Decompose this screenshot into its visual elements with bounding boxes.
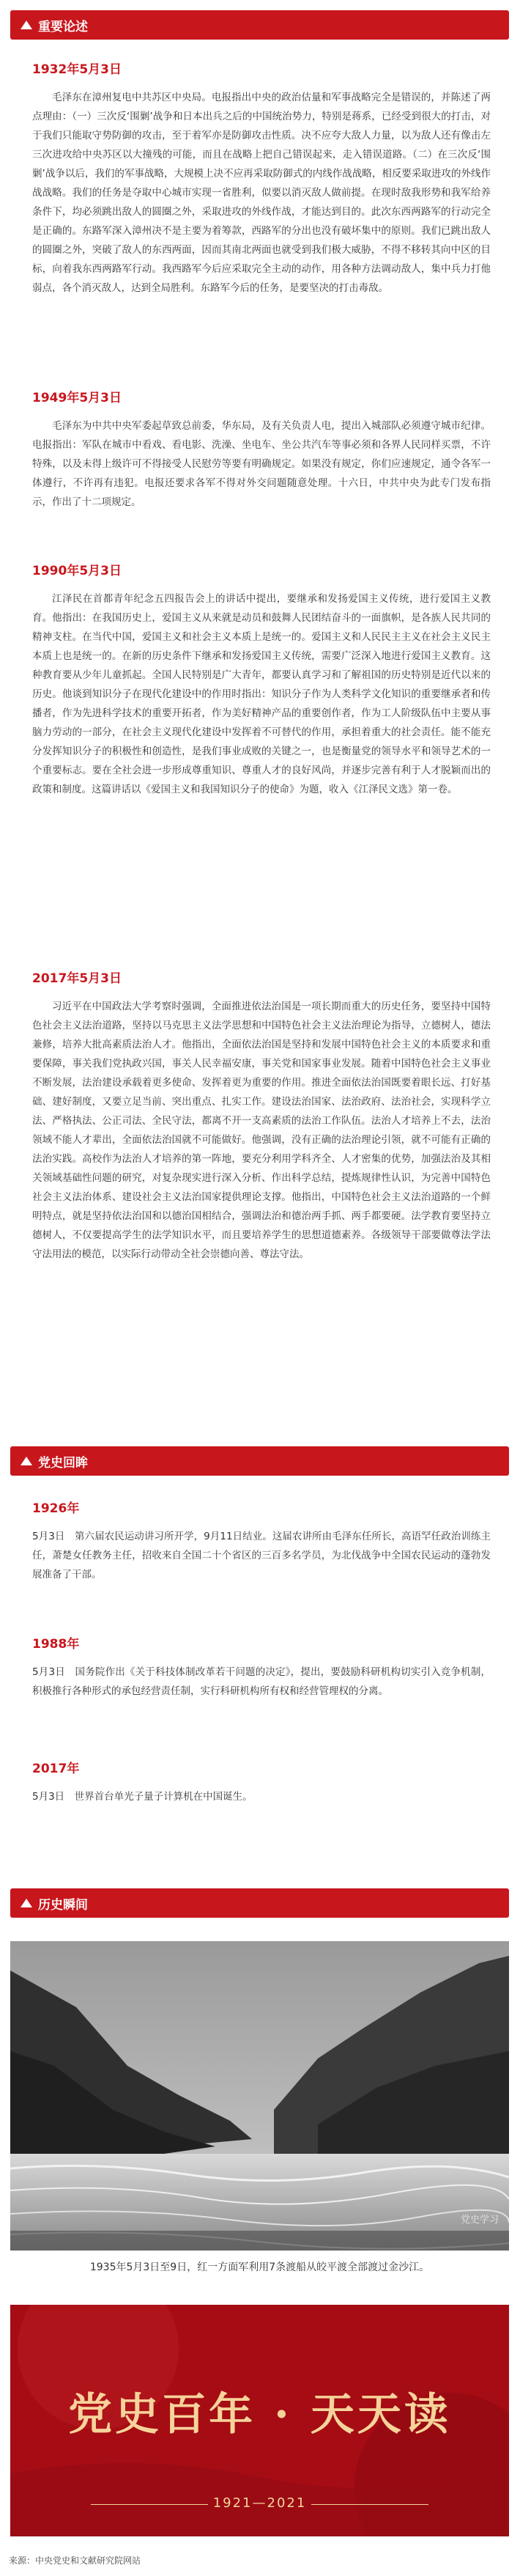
photo-caption: 1935年5月3日至9日，红一方面军利用7条渡船从皎平渡全部渡过金沙江。 xyxy=(89,2262,430,2273)
history-year: 1988年 xyxy=(32,1637,80,1652)
entry-text: 江泽民在首都青年纪念五四报告会上的讲话中提出，要继承和发扬爱国主义传统，进行爱国主义教育。他指出：在我国历史上，爱国主义从来就是动员和鼓舞人民团结奋斗的一面旗帜，是各族人民共同的精神支柱。在当代中国，爱国主义和社会主义本质上是统一的。爱国主义和人民民主主义在社会主义民主本质上也是统一的。在新的历史条件下继承和发扬爱国主义传统，需要广泛深入地进行爱国主义教育。这种教育要从少年儿童抓起。全国人民特别是广大青年，都要认真学习和了解祖国的历史特别是近代以来的历史。他谈到知识分子在现代化建设中的作用时指出：知识分子作为人类科学文化知识的重要继承者和传播者，作为先进科学技术的重要开拓者，作为美好精神产品的重要创作者，作为工人阶级队伍中主要从事脑力劳动的一部分，在社会主义现代化建设中发挥着不可替代的作用，承担着重大的社会责任。能不能充分发挥知识分子的积极性和创造性，是我们事业成败的关键之一，也是衡量党的领导水平和领导艺术的一个重要标志。要在全社会进一步形成尊重知识、尊重人才的良好风尚，并逐步完善有利于人才脱颖而出的政策和制度。这篇讲话以《爱国主义和我国知识分子的使命》为题，收入《江泽民文选》第一卷。 xyxy=(32,593,491,795)
triangle-icon xyxy=(21,1457,32,1465)
section-header-important xyxy=(10,10,509,40)
triangle-icon xyxy=(21,1899,32,1907)
entry-date: 1949年5月3日 xyxy=(32,391,122,405)
history-year: 1926年 xyxy=(32,1501,80,1516)
history-text: 5月3日 第六届农民运动讲习所开学，9月11日结业。这届农讲所由毛泽东任所长，高语罕任政治训练主任，萧楚女任教务主任，招收来自全国二十个省区的三百多名学员，为北伐战争中全国农民运动的蓬勃发展准备了干部。 xyxy=(32,1531,491,1580)
entry-date: 1990年5月3日 xyxy=(32,564,122,578)
banner-title: 党史百年 · 天天读 xyxy=(68,2389,451,2440)
photo-watermark: 党史学习 xyxy=(460,2215,499,2226)
photo-illustration xyxy=(10,1941,509,2251)
entry-date: 2017年5月3日 xyxy=(32,971,122,986)
source-credit: 来源：中央党史和文献研究院网站 xyxy=(9,2555,141,2566)
history-text: 5月3日 国务院作出《关于科技体制改革若干问题的决定》，提出，要鼓励科研机构切实引入竞争机制，积极推行各种形式的承包经营责任制，实行科研机构所有权和经营管理权的分离。 xyxy=(32,1666,491,1697)
section-header-party-history xyxy=(10,1446,509,1476)
section-header-history-moment xyxy=(10,1888,509,1918)
section-title: 重要论述 xyxy=(38,19,88,34)
banner-years: 1921—2021 xyxy=(212,2495,307,2511)
entry-text: 毛泽东在漳州复电中共苏区中央局。电报指出中央的政治估量和军事战略完全是错误的，并陈述了两点理由：（一）三次反‘围剿’战争和日本出兵之后的中国统治势力，特别是蒋系，已经受到很大的打击，对于我们只能取守势防御的攻击，至于着军亦是防御攻击性质。决不应夸大敌人力量，以为敌人还有像击左三次进攻给中央苏区以大撞残的可能，而且在战略上把自己错误起来，走入错误道路。（二）在三次反‘围剿’战争以后，我们的军事战略，大规模上决不应再采取防御式的内线作战战略，相反要采取进攻的外线作战战略。我们的任务是夺取中心城市实现一省胜利，似要以消灭敌人做前提。在现时敌我形势和我军给养条件下，均必须跳出敌人的圆圈之外，采取进攻的外线作战，才能达到目的。此次东西两路军的行动完全是正确的。东路军深入漳州决不是主要为着筹款，西路军的分出也没有破坏集中的原则。我们已跳出敌人的圆圈之外，突破了敌人的东西两面，因而其南北两面也就受到我们极大威胁，不得不移转其向中区的目标，向着我东西两路军行动。我西路军今后应采取完全主动的动作，用各种方法调动敌人，集中兵力打他弱点，各个消灭敌人，达到全局胜利。东路军今后的任务，是要坚决的打击毒敌。 xyxy=(32,92,491,294)
entry-text: 毛泽东为中共中央军委起草致总前委，华东局，及有关负责人电，提出入城部队必须遵守城市纪律。电报指出：军队在城市中看戏、看电影、洗澡、坐电车、坐公共汽车等事必须和各界人民同样买票，不许特殊，以及未得上级许可不得接受人民慰劳等要有明确规定。如果没有规定，你们应速规定，通令各军一体遵行，不许再有违犯。电报还要求各军不得对外交问题随意处理。十六日，中共中央为此专门发布指示，作出了十二项规定。 xyxy=(32,420,491,508)
promo-banner xyxy=(10,2305,509,2536)
triangle-icon xyxy=(21,21,32,29)
historical-photo xyxy=(10,1941,509,2251)
history-text: 5月3日 世界首台单光子量子计算机在中国诞生。 xyxy=(32,1791,253,1803)
section-title: 历史瞬间 xyxy=(38,1897,88,1913)
section-title: 党史回眸 xyxy=(38,1455,88,1471)
entry-date: 1932年5月3日 xyxy=(32,62,122,77)
entry-text: 习近平在中国政法大学考察时强调，全面推进依法治国是一项长期而重大的历史任务，要坚持中国特色社会主义法治道路，坚持以马克思主义法学思想和中国特色社会主义法治理论为指导，立德树人，德法兼修，培养大批高素质法治人才。他指出，全面依法治国是坚持和发展中国特色社会主义的本质要求和重要保障，事关我们党执政兴国，事关人民幸福安康，事关党和国家事业发展。随着中国特色社会主义事业不断发展，法治建设承载着更多使命、发挥着更为重要的作用。推进全面依法治国既要着眼长远、打好基础、建好制度，又要立足当前、突出重点、扎实工作。建设法治国家、法治政府、法治社会，实现科学立法、严格执法、公正司法、全民守法，都离不开一支高素质的法治工作队伍。法治人才培养上不去，法治领域不能人才辈出，全面依法治国就不可能做好。他强调，没有正确的法治理论引领，就不可能有正确的法治实践。高校作为法治人才培养的第一阵地，要充分利用学科齐全、人才密集的优势，加强法治及其相关领域基础性问题的研究，对复杂现实进行深入分析、作出科学总结，提炼规律性认识，为完善中国特色社会主义法治体系、建设社会主义法治国家提供理论支撑。他指出，中国特色社会主义法治道路的一个鲜明特点，就是坚持依法治国和以德治国相结合，强调法治和德治两手抓、两手都要硬。法学教育要坚持立德树人，不仅要提高学生的法学知识水平，而且要培养学生的思想道德素养。各级领导干部要做尊法学法守法用法的模范，以实际行动带动全社会崇德向善、尊法守法。 xyxy=(32,1001,491,1260)
history-year: 2017年 xyxy=(32,1762,80,1776)
